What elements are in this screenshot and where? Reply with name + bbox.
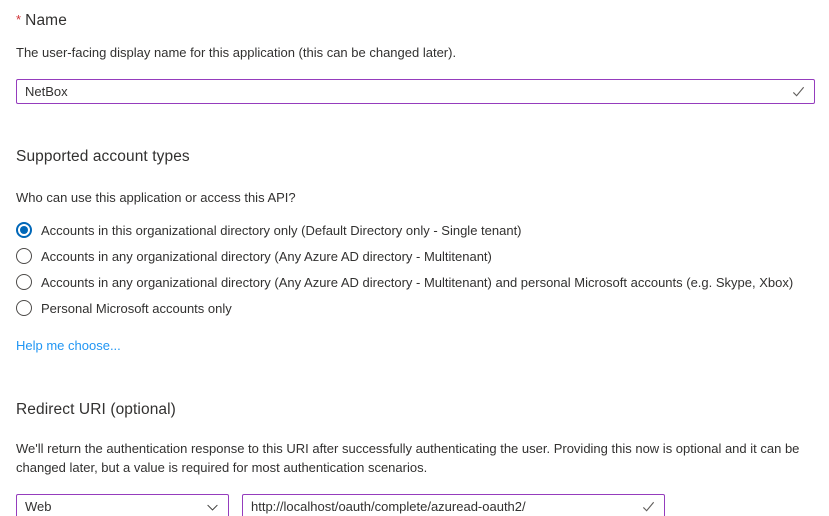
radio-option-3[interactable] [16, 295, 815, 321]
platform-dropdown-value: Web [25, 499, 52, 514]
chevron-down-icon [206, 501, 219, 514]
required-asterisk: * [16, 12, 22, 27]
uri-field-wrap [242, 494, 665, 516]
help-me-choose-link[interactable]: Help me choose... [16, 338, 121, 353]
radio-button-icon[interactable] [16, 222, 32, 238]
radio-option-0[interactable] [16, 217, 815, 243]
radio-option-label: Accounts in this organizational directory only (Default Directory only - Single tenant) [41, 222, 522, 238]
radio-button-icon[interactable] [16, 300, 32, 316]
name-input[interactable] [16, 79, 815, 104]
platform-dropdown[interactable] [16, 494, 229, 516]
radio-option-label: Personal Microsoft accounts only [41, 300, 232, 316]
name-field-wrap [16, 79, 815, 104]
name-description: The user-facing display name for this application (this can be changed later). [16, 45, 457, 60]
name-title-text: Name [25, 12, 67, 29]
redirect-uri-title: Redirect URI (optional) [16, 401, 176, 418]
account-types-question: Who can use this application or access this API? [16, 190, 296, 205]
account-types-radio-group [16, 217, 815, 321]
redirect-uri-description: We'll return the authentication response to this URI after successfully authenticating the user. Providing this now is optional and it can be changed later, but a value is required for most authentication scenarios. [16, 441, 800, 475]
radio-option-2[interactable] [16, 269, 815, 295]
radio-option-1[interactable] [16, 243, 815, 269]
supported-account-types-title: Supported account types [16, 148, 190, 165]
name-section-title [16, 12, 815, 30]
redirect-uri-row [16, 494, 815, 516]
radio-option-label: Accounts in any organizational directory (Any Azure AD directory - Multitenant) and personal Microsoft accounts (e.g. Skype, Xbox) [41, 274, 794, 290]
radio-button-icon[interactable] [16, 274, 32, 290]
redirect-uri-input[interactable] [242, 494, 665, 516]
radio-button-icon[interactable] [16, 248, 32, 264]
radio-option-label: Accounts in any organizational directory (Any Azure AD directory - Multitenant) [41, 248, 492, 264]
